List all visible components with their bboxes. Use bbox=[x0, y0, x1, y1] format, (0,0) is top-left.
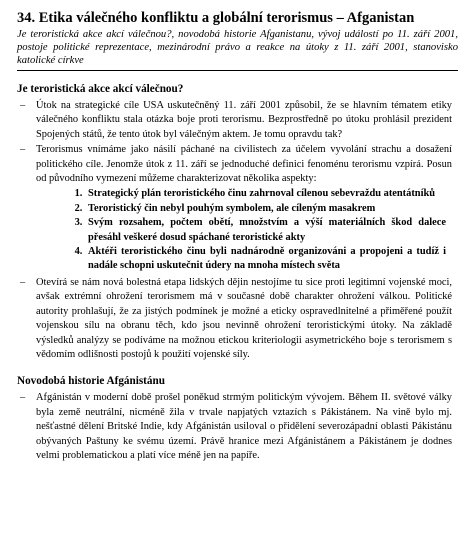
paragraph-bullet bbox=[17, 143, 458, 274]
aspects-list bbox=[36, 187, 452, 273]
title-divider bbox=[17, 70, 458, 71]
paragraph-bullet: – Otevírá se nám nová bolestná etapa lidských dějin nestojíme tu sice proti legitimní vojenské moci, avšak extrémní ohrožení terorismem má v současné době charakter ohrožení válkou. Politické autority prohlašují, že za jistých podmínek je možné a eticky ospravedlnitelné a přiměřené použít vojenskou sílu na obranu těch, kdo jsou nevinně ohrožení teroristickými útoky. Na základě výsledků analýzy se podíváme na možnou etickou kriteriologii asymetrického boje s terorismem s vědomím odlišnosti postojů k použití vojenské síly. bbox=[17, 276, 458, 362]
section-heading-terrorism: Je teroristická akce akcí válečnou? bbox=[17, 83, 184, 95]
section-terrorism-list bbox=[17, 99, 458, 362]
paragraph-bullet: – Afgánistán v moderní době prošel poněkud strmým politickým vývojem. Během II. světové války byla země neutrální, nicméně žila v trvale napjatých vztazích s Pákistánem. Na vině bylo mj. nešťastné dělení Britské Indie, kdy Afgánistán usiloval o přidělení severozápadní oblasti Pákistánu obývaných Paštuny ke svému území. Právě hranice mezi Afgánistánem a Pákistánem je dodnes velmi problematickou a platí více méně jen na papíře. bbox=[17, 391, 458, 463]
aspect-item: 4. Aktéři teroristického činu byli nadnárodně organizováni a propojeni a tudíž i nadále schopni uskutečnit údery na mnoha místech světa bbox=[85, 245, 446, 274]
aspect-item: 2. Teroristický čin nebyl pouhým symbolem, ale cíleným masakrem bbox=[85, 202, 446, 216]
paragraph-text: Terorismus vnímáme jako násilí páchané na civilistech za účelem vyvolání strachu a dosažení politického cíle. Jenomže útok z 11. září se jednoduché definici fenoménu terorismu vzpírá. Posun od původního vymezení můžeme charakterizovat několika aspekty: bbox=[36, 144, 452, 185]
page-title: 34. Etika válečného konfliktu a globální terorismus – Afganistan bbox=[17, 10, 415, 26]
section-heading-history: Novodobá historie Afgánistánu bbox=[17, 375, 165, 388]
page-subtitle: Je teroristická akce akcí válečnou?, novodobá historie Afganistanu, vývoj událostí po 11. září 2001, postoje politické reprezentace, mezinárodní právo a reakce na útoky z 11. září 2001, stanovisko katolické církve bbox=[17, 29, 458, 66]
aspect-item: 3. Svým rozsahem, počtem obětí, množstvím a výší materiálních škod dalece přesáhl veškeré dosud spáchané teroristické akty bbox=[85, 216, 446, 245]
section-history-list bbox=[17, 391, 458, 463]
aspect-item: 1. Strategický plán teroristického činu zahrnoval cílenou sebevraždu atentátníků bbox=[85, 187, 446, 201]
paragraph-bullet: – Útok na strategické cíle USA uskutečněný 11. září 2001 způsobil, že se hlavním tématem etiky válečného konfliktu stala otázka boje proti terorismu. Bezprostředně po útoku prohlásil prezident Spojených států, že tento útok byl válečným aktem. Je tomu opravdu tak? bbox=[17, 99, 458, 142]
